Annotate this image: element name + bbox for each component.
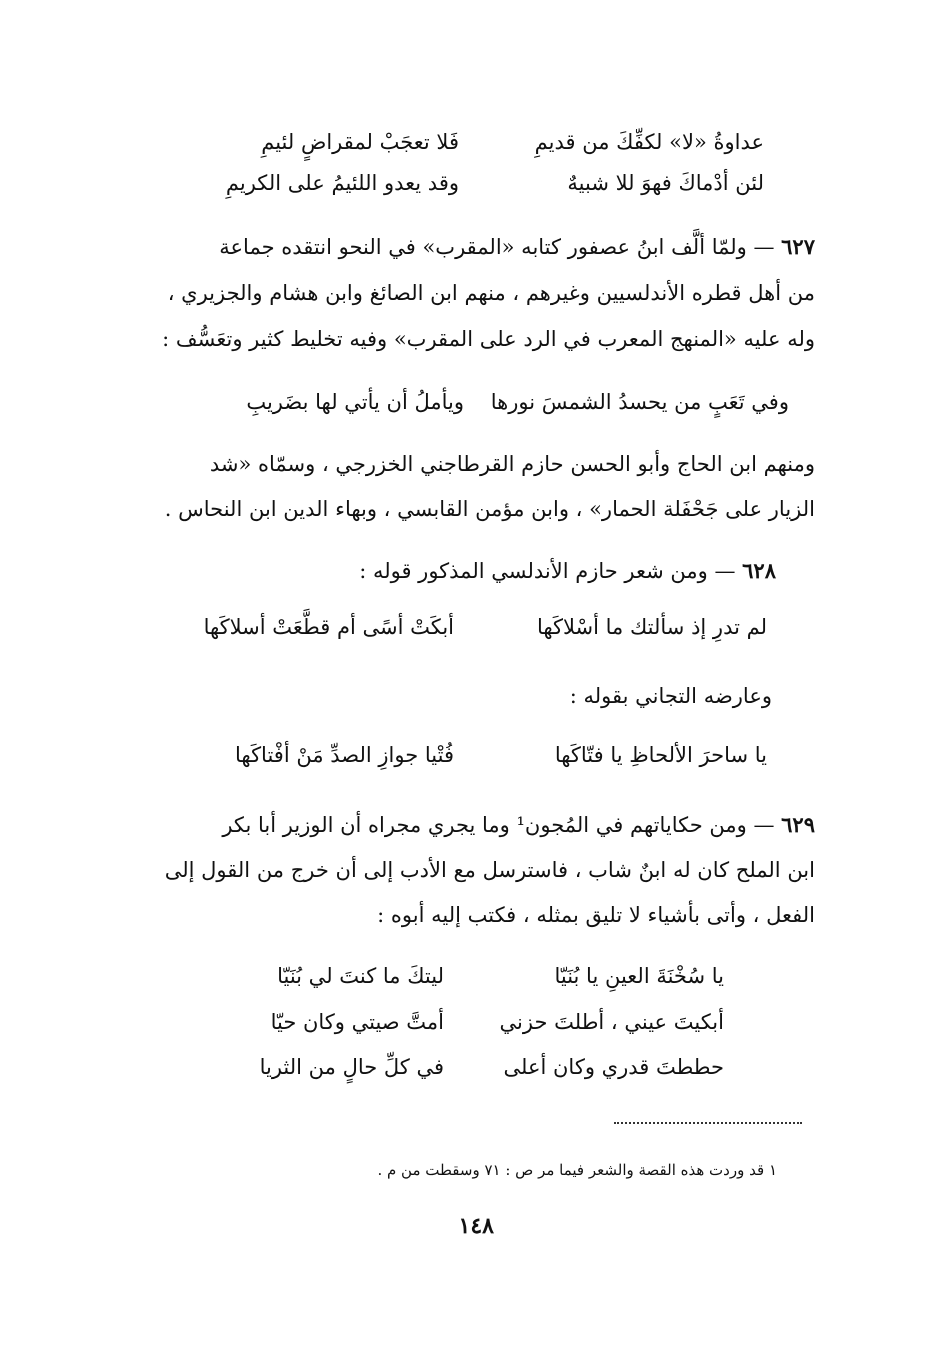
section-627-number: ٦٢٧ <box>781 234 815 259</box>
poem-line-3-second: في كلِّ حالٍ من الثريا <box>259 1055 444 1079</box>
verse-1-first-hemistich: عداوةُ «لا» لكفِّكَ من قديمِ <box>534 130 764 154</box>
verse-3-second-hemistich: ويأملُ أن يأتي لها بضَريبِ <box>246 390 464 414</box>
section-627-line-2: من أهل قطره الأندلسيين وغيرهم ، منهم ابن الصائغ وابن هشام والجزيري ، <box>167 281 815 305</box>
verse-4-first-hemistich: لم تدرِ إذ سألتك ما أسْلاكَها <box>536 615 767 639</box>
poem-line-3-first: حططتَ قدري وكان أعلى <box>503 1055 724 1079</box>
section-628-number: ٦٢٨ <box>742 558 776 583</box>
poem-line-1-second: ليتكَ ما كنتَ لي بُنَيّا <box>277 964 444 988</box>
verse-5-second-hemistich: فُتْيا جوازِ الصدِّ مَنْ أفْتاكَها <box>234 743 454 767</box>
footnote-divider <box>614 1122 802 1124</box>
verse-2-second-hemistich: وقد يعدو اللئيمُ على الكريمِ <box>225 171 459 195</box>
page-number: ١٤٨ <box>458 1213 494 1239</box>
section-628-line: ٦٢٨ — ومن شعر حازم الأندلسي المذكور قوله : <box>359 558 776 583</box>
para-2-line-1: ومنهم ابن الحاج وأبو الحسن حازم القرطاجني الخزرجي ، وسمّاه «شد <box>209 452 815 476</box>
verse-4-second-hemistich: أبكَتْ أسًى أم قطَّعَتْ أسلاكَها <box>203 615 454 639</box>
verse-3-first-hemistich: وفي تَعَبٍ من يحسدُ الشمسَ نورها <box>490 390 789 414</box>
section-629-line-3: الفعل ، وأتى بأشياء لا تليق بمثله ، فكتب إليه أبوه : <box>377 903 815 927</box>
poem-line-2-second: أمتَّ صيتي وكان حيّا <box>270 1010 444 1034</box>
para-2-line-2: الزيار على جَحْفَلة الحمار» ، وابن مؤمن القابسي ، وبهاء الدين ابن النحاس . <box>164 497 815 521</box>
para-3: وعارضه التجاني بقوله : <box>569 684 772 708</box>
section-629-line-2: ابن الملح كان له ابنٌ شاب ، فاسترسل مع الأدب إلى أن خرج من القول إلى <box>164 858 815 882</box>
poem-line-1-first: يا سُخْنَةَ العينِ يا بُنَيّا <box>554 964 724 988</box>
section-629-line-1: ٦٢٩ — ومن حكاياتهم في المُجون¹ وما يجري مجراه أن الوزير أبا بكر <box>222 812 815 837</box>
verse-2-first-hemistich: لئن أدْماكَ فهوَ للا شبيهٌ <box>567 171 764 195</box>
section-629-number: ٦٢٩ <box>781 812 815 837</box>
footnote: ١ قد وردت هذه القصة والشعر فيما مر ص : ٧١ وسقطت من م . <box>377 1161 777 1179</box>
section-627-line-1: ٦٢٧ — ولمّا ألَّف ابنُ عصفور كتابه «المقرب» في النحو انتقده جماعة <box>219 234 815 259</box>
poem-line-2-first: أبكيتَ عيني ، أطلتَ حزني <box>499 1010 724 1034</box>
verse-1-second-hemistich: فَلا تعجَبْ لمقراضٍ لئيمِ <box>261 130 459 154</box>
section-627-line-3: وله عليه «المنهج المعرب في الرد على المقرب» وفيه تخليط كثير وتعَسُّف : <box>162 327 815 351</box>
verse-5-first-hemistich: يا ساحرَ الألحاظِ يا فتّاكَها <box>554 743 767 767</box>
